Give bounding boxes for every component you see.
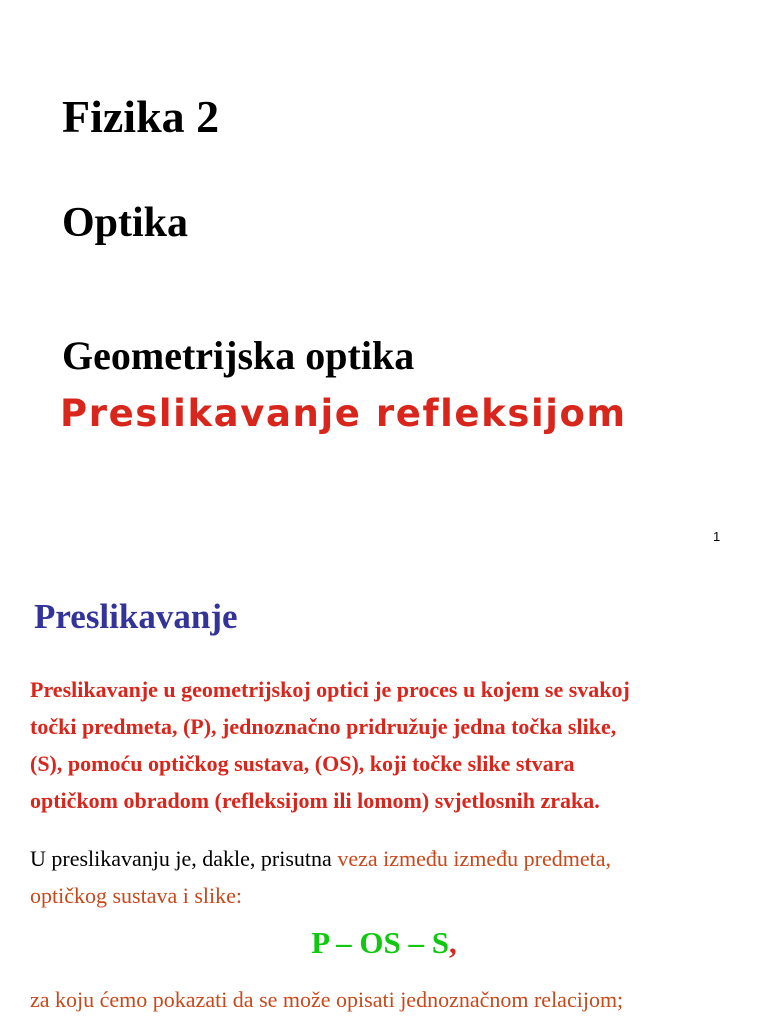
topic-heading: Geometrijska optika xyxy=(62,333,415,378)
document-subtitle: Optika xyxy=(62,200,189,246)
subtopic-heading: Preslikavanje refleksijom xyxy=(60,392,627,435)
definition-paragraph xyxy=(30,671,768,819)
relation-prefix: U preslikavanju je, dakle, prisutna xyxy=(30,846,338,871)
definition-line: Preslikavanje u geometrijskoj optici je proces u kojem se svakoj xyxy=(30,677,630,702)
page-number: 1 xyxy=(713,529,721,544)
relation-highlight-line: optičkog sustava i slike: xyxy=(30,883,243,908)
relation-highlight: veza između između predmeta, xyxy=(337,846,611,871)
section-heading: Preslikavanje xyxy=(34,597,238,636)
conclusion-line: za koju ćemo pokazati da se može opisati jednoznačnom relacijom; xyxy=(30,987,624,1012)
definition-line: optičkom obradom (refleksijom ili lomom) svjetlosnih zraka. xyxy=(30,788,600,813)
definition-line: (S), pomoću optičkog sustava, (OS), koji točke slike stvara xyxy=(30,751,575,776)
formula-comma: , xyxy=(449,925,457,960)
formula xyxy=(0,924,768,961)
document-title: Fizika 2 xyxy=(62,91,220,142)
relation-line xyxy=(30,840,768,877)
conclusion-paragraph xyxy=(30,981,768,1018)
relation-paragraph xyxy=(30,840,768,914)
definition-line: točki predmeta, (P), jednoznačno pridružuje jedna točka slike, xyxy=(30,714,617,739)
formula-text: P – OS – S xyxy=(311,925,450,960)
